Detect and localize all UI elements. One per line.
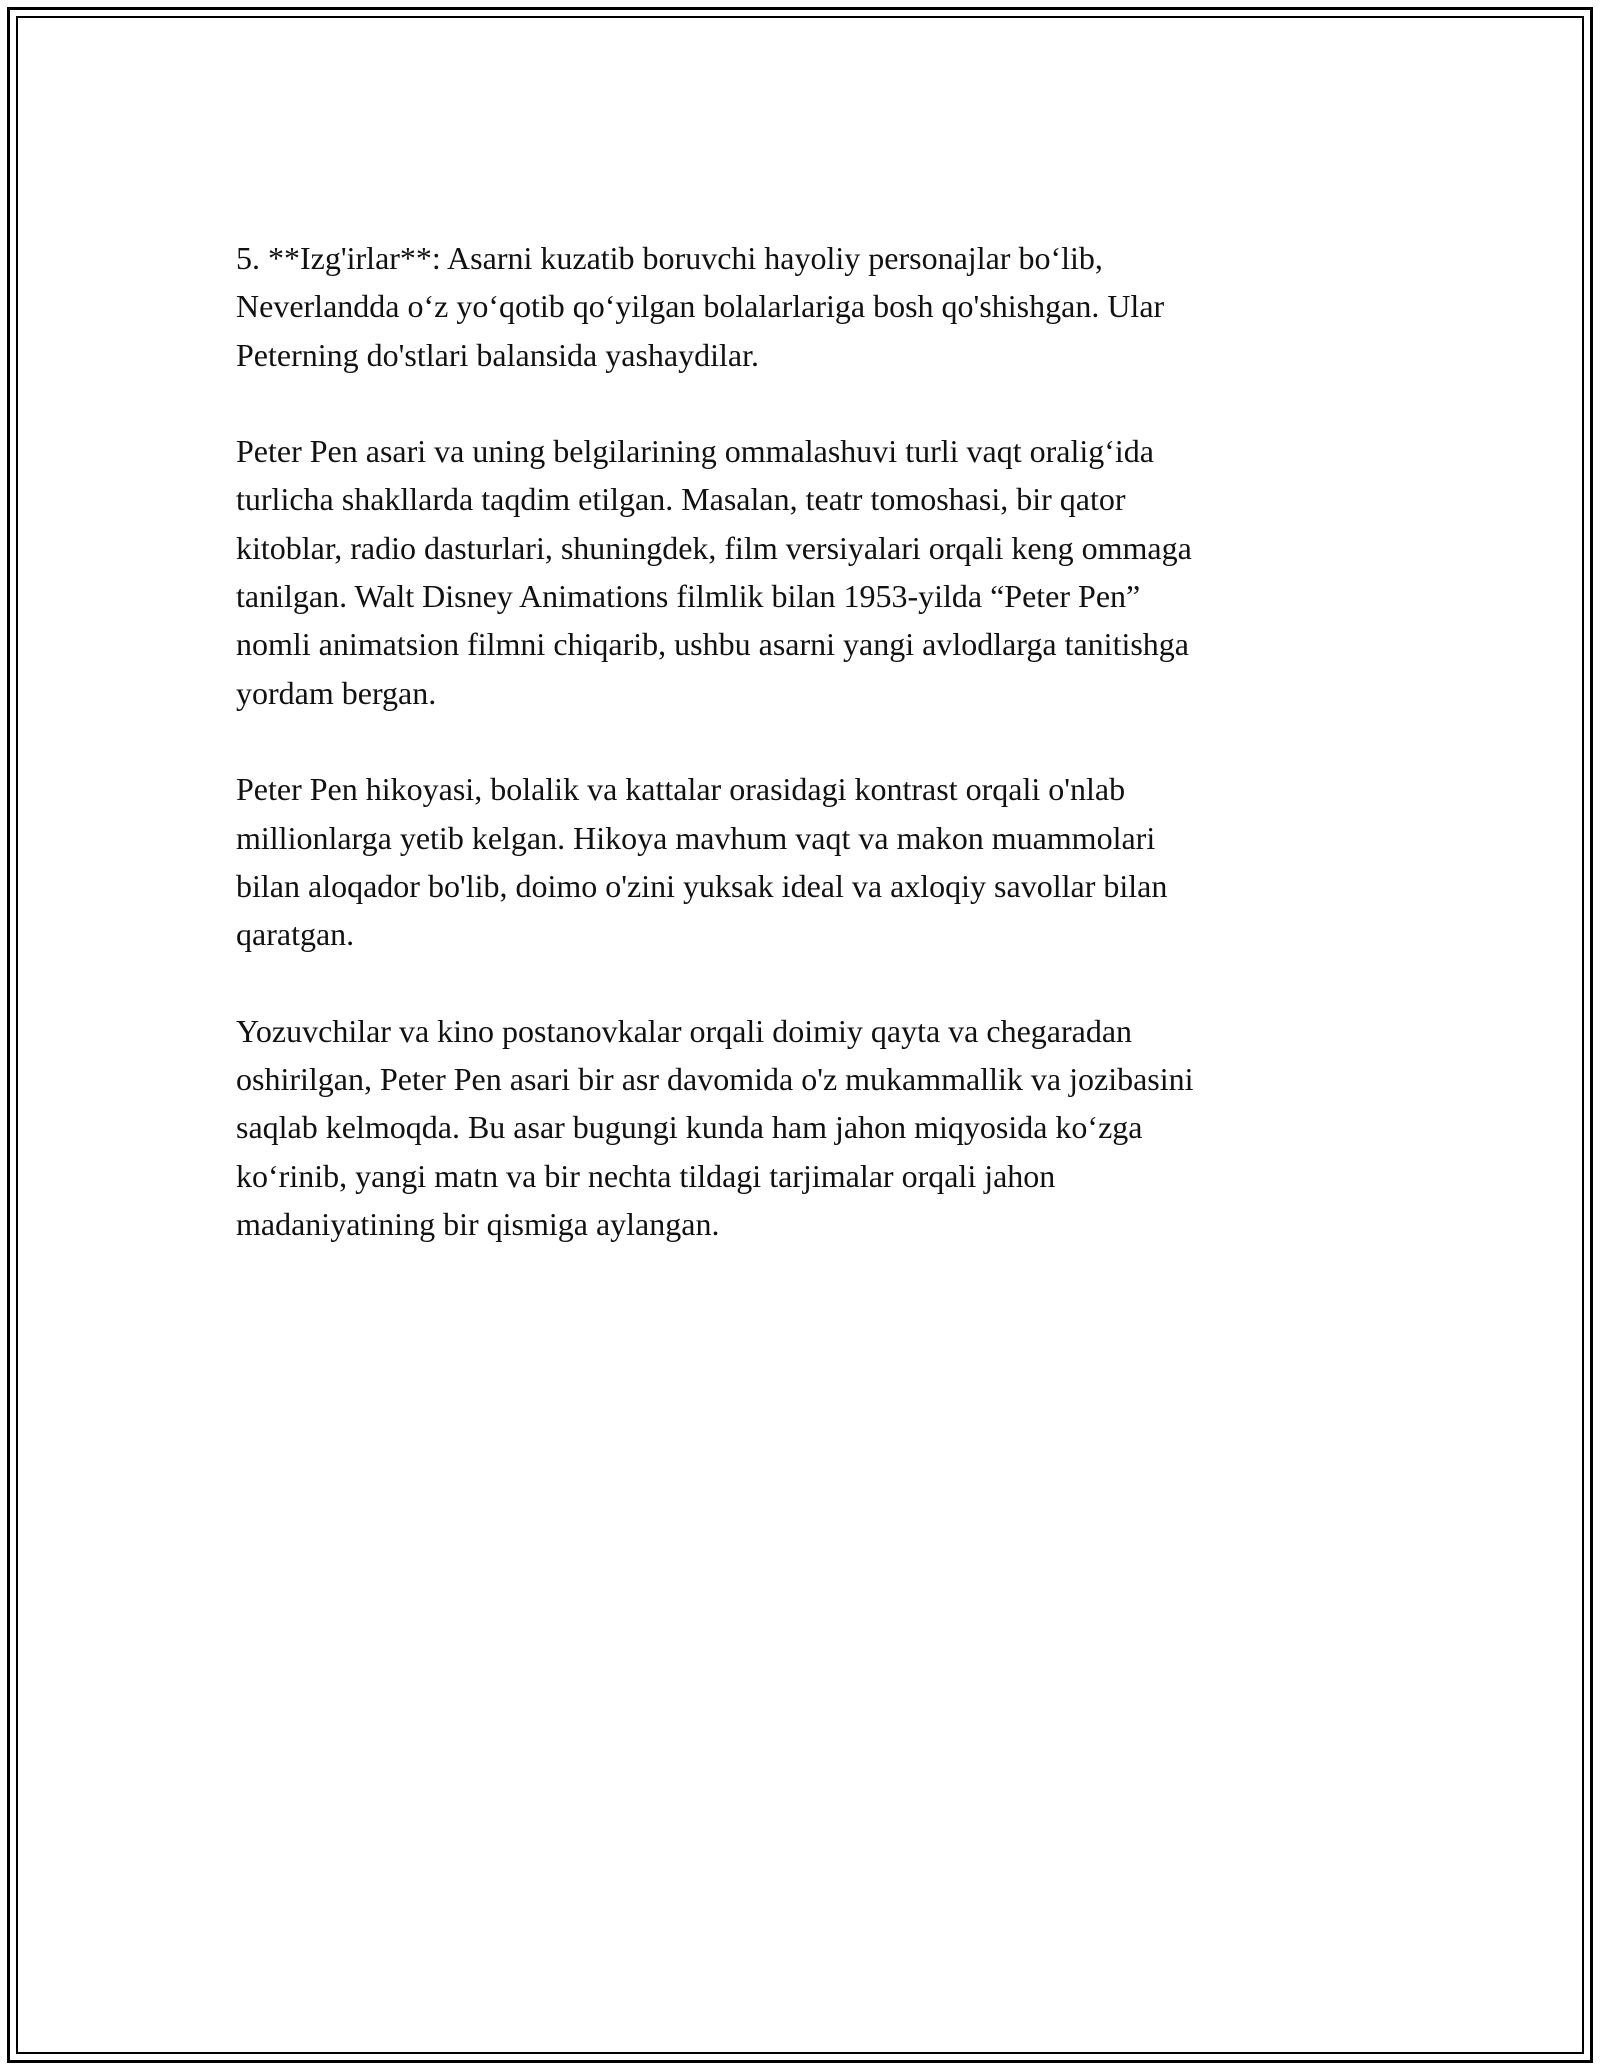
text-line: kitoblar, radio dasturlari, shuningdek, film versiyalari orqali keng ommaga bbox=[236, 529, 1192, 566]
text-line: oshirilgan, Peter Pen asari bir asr davomida o'z mukammallik va jozibasini bbox=[236, 1061, 1194, 1098]
text-line: saqlab kelmoqda. Bu asar bugungi kunda ham jahon miqyosida ko‘zga bbox=[236, 1109, 1143, 1146]
paragraph-legacy bbox=[236, 1007, 1366, 1248]
text-line: turlicha shakllarda taqdim etilgan. Masalan, teatr tomoshasi, bir qator bbox=[236, 481, 1126, 518]
text-line: Peter Pen hikoyasi, bolalik va kattalar orasidagi kontrast orqali o'nlab bbox=[236, 771, 1126, 808]
text-line: Peterning do'stlari balansida yashaydilar. bbox=[236, 336, 759, 373]
text-line: ko‘rinib, yangi matn va bir nechta tildagi tarjimalar orqali jahon bbox=[236, 1157, 1056, 1194]
text-line: bilan aloqador bo'lib, doimo o'zini yuksak ideal va axloqiy savollar bilan bbox=[236, 867, 1168, 904]
document-body bbox=[236, 234, 1366, 1297]
text-line: Peter Pen asari va uning belgilarining ommalashuvi turli vaqt oralig‘ida bbox=[236, 433, 1154, 470]
text-line: millionlarga yetib kelgan. Hikoya mavhum vaqt va makon muammolari bbox=[236, 819, 1156, 856]
text-line: Neverlandda o‘z yo‘qotib qo‘yilgan bolalarlariga bosh qo'shishgan. Ular bbox=[236, 288, 1165, 325]
text-line: madaniyatining bir qismiga aylangan. bbox=[236, 1205, 720, 1242]
text-line: tanilgan. Walt Disney Animations filmlik bilan 1953-yilda “Peter Pen” bbox=[236, 578, 1141, 615]
text-line: Yozuvchilar va kino postanovkalar orqali doimiy qayta va chegaradan bbox=[236, 1012, 1133, 1049]
paragraph-story-contrast bbox=[236, 765, 1366, 958]
text-line: 5. **Izg'irlar**: Asarni kuzatib boruvchi hayoliy personajlar bo‘lib, bbox=[236, 240, 1103, 276]
paragraph-popularization bbox=[236, 427, 1366, 717]
paragraph-izgirlar bbox=[236, 234, 1366, 379]
text-line: nomli animatsion filmni chiqarib, ushbu asarni yangi avlodlarga tanitishga bbox=[236, 626, 1189, 663]
text-line: qaratgan. bbox=[236, 916, 355, 953]
text-line: yordam bergan. bbox=[236, 674, 437, 711]
